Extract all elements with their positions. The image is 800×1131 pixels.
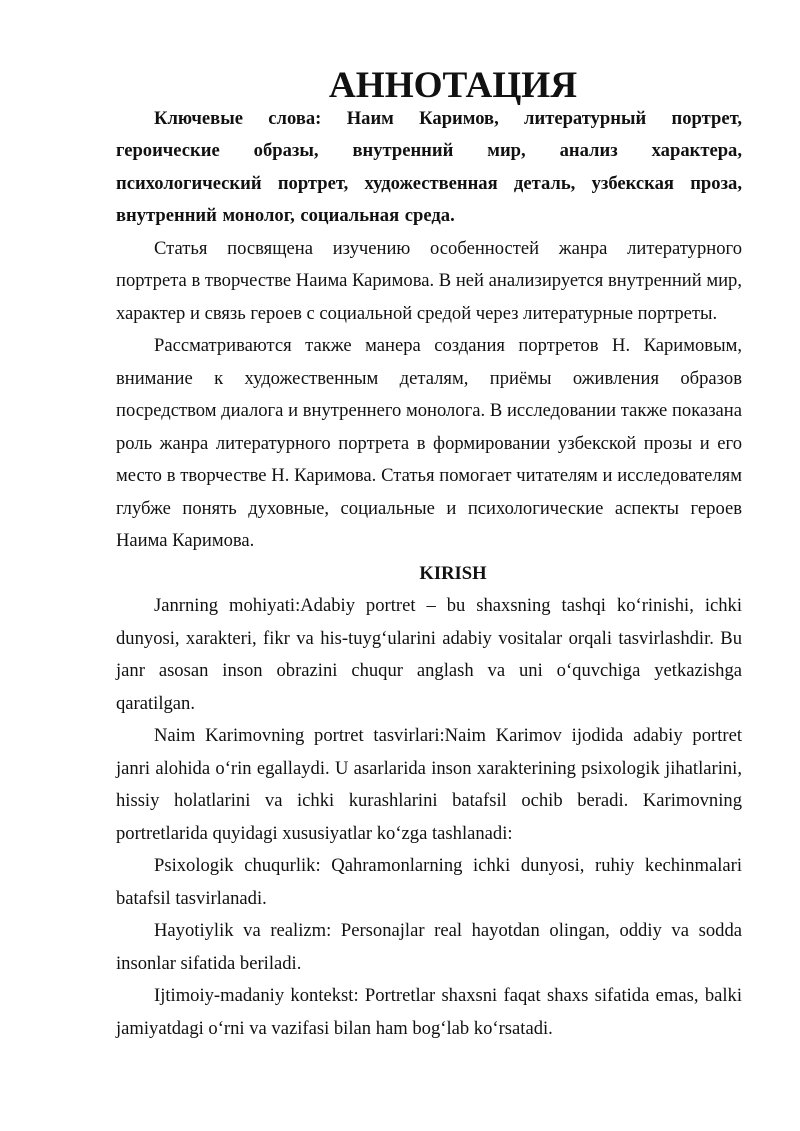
- intro-paragraph-2: Naim Karimovning portret tasvirlari:Naim Karimov ijodida adabiy portret janri alohida oʻrin egallaydi. U asarlarida inson xarakterining psixologik jihatlarini, hissiy holatlarini va ichki kurashlarini batafsil ochib beradi. Karimovning portretlarida quyidagi xususiyatlar koʻzga tashlanadi:: [116, 725, 742, 844]
- intro-heading: KIRISH: [419, 562, 487, 584]
- keywords-label: Ключевые слова:: [154, 107, 322, 129]
- intro-paragraph-1: Janrning mohiyati:Adabiy portret – bu shaxsning tashqi koʻrinishi, ichki dunyosi, xarakteri, fikr va his-tuygʻularini adabiy vositalar orqali tasvirlashdir. Bu janr asosan inson obrazini chuqur anglash va uni oʻquvchiga yetkazishga qaratilgan.: [116, 595, 742, 714]
- intro-paragraph-3: Psixologik chuqurlik: Qahramonlarning ichki dunyosi, ruhiy kechinmalari batafsil tasvirlanadi.: [116, 855, 742, 909]
- keywords-text: Наим Каримов, литературный портрет, героические образы, внутренний мир, анализ характера, психологический портрет, художественная деталь, узбекская проза, внутренний монолог, социальная среда.: [116, 107, 742, 226]
- annotation-heading: АННОТАЦИЯ: [328, 65, 578, 106]
- intro-paragraph-4: Hayotiylik va realizm: Personajlar real hayotdan olingan, oddiy va sodda insonlar sifatida beriladi.: [116, 920, 742, 974]
- annotation-paragraph-2: Рассматриваются также манера создания портретов Н. Каримовым, внимание к художественным деталям, приёмы оживления образов посредством диалога и внутреннего монолога. В исследовании также показана роль жанра литературного портрета в формировании узбекской прозы и его место в творчестве Н. Каримова. Статья помогает читателям и исследователям глубже понять духовные, социальные и психологические аспекты героев Наима Каримова.: [116, 335, 742, 551]
- keywords-paragraph: [116, 103, 742, 233]
- annotation-paragraph-1: Статья посвящена изучению особенностей жанра литературного портрета в творчестве Наима Каримова. В ней анализируется внутренний мир, характер и связь героев с социальной средой через литературные портреты.: [116, 237, 742, 324]
- intro-paragraph-5: Ijtimoiy-madaniy kontekst: Portretlar shaxsni faqat shaxs sifatida emas, balki jamiyatdagi oʻrni va vazifasi bilan ham bogʻlab koʻrsatadi.: [116, 985, 742, 1039]
